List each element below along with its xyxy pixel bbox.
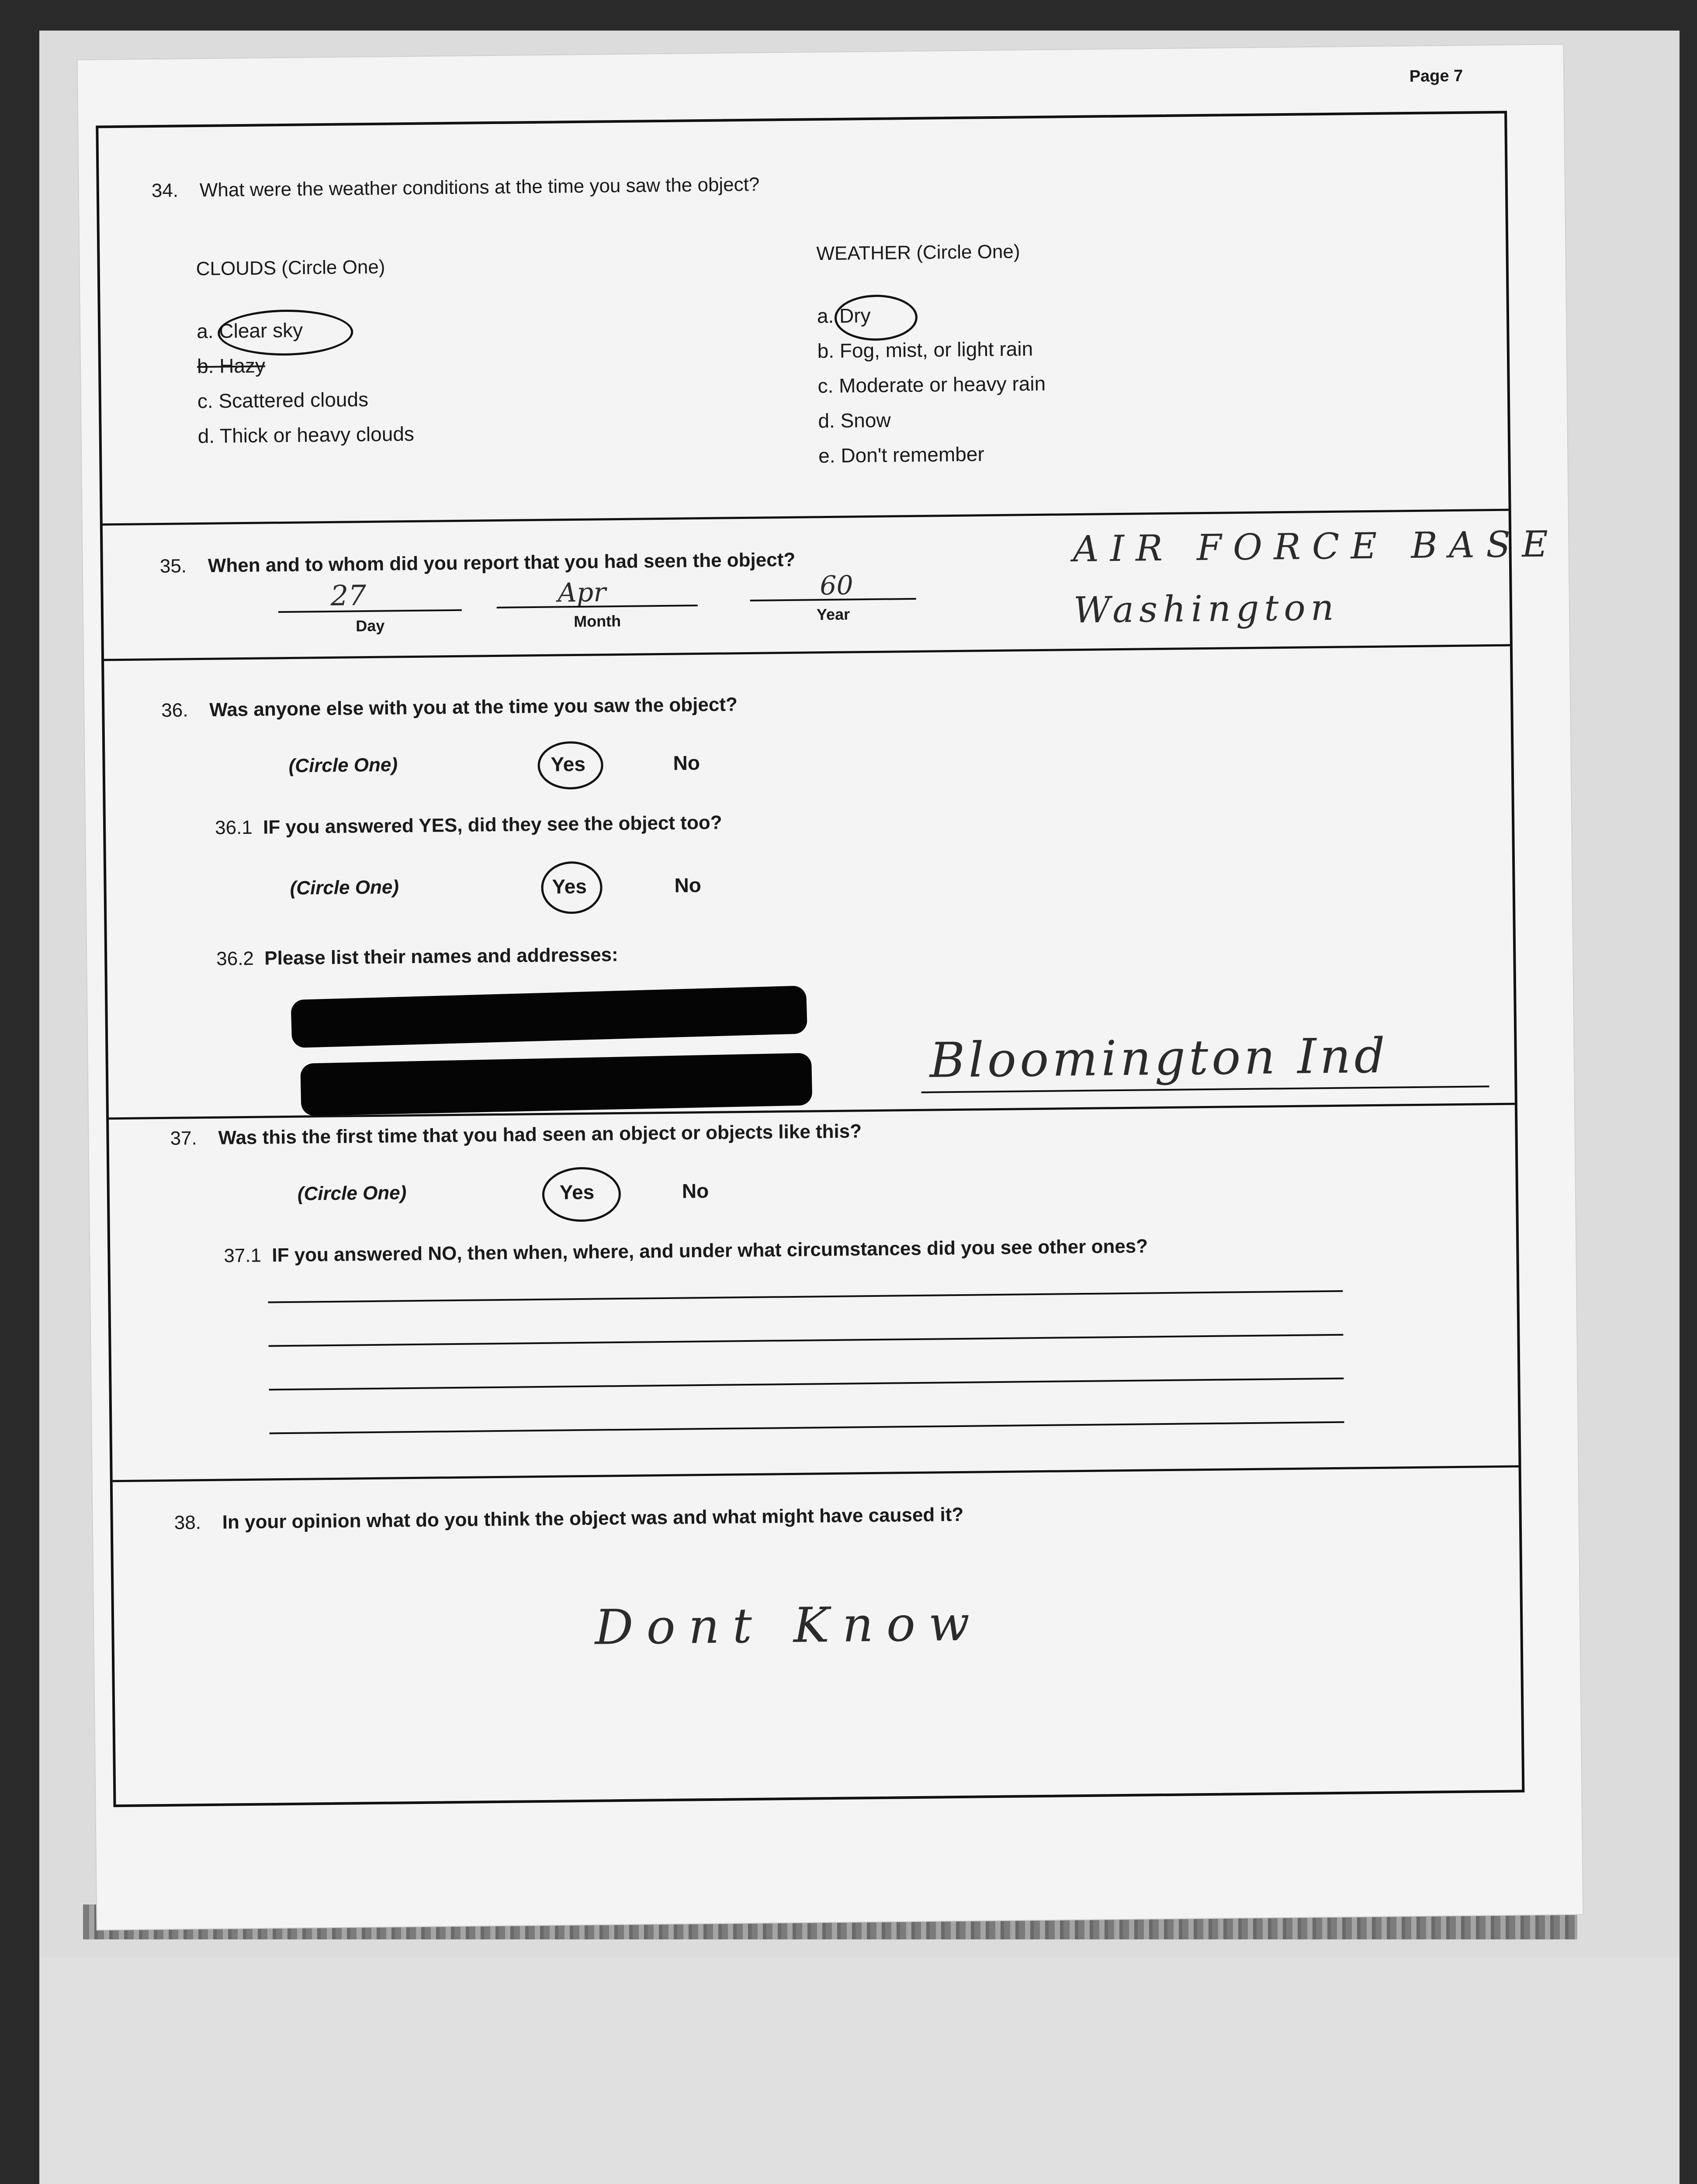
question-text: In your opinion what do you think the object was and what might have caused it? — [222, 1503, 964, 1533]
form-page — [78, 45, 1583, 1929]
scan-border-right — [1680, 0, 1697, 2184]
answer-circle — [537, 741, 603, 790]
weather-option-d: d. Snow — [818, 408, 891, 432]
question-36-2 — [216, 944, 618, 970]
weather-option-e: e. Don't remember — [818, 442, 984, 467]
redaction-bar — [291, 985, 807, 1048]
report-month-value: Apr — [558, 577, 606, 608]
option-yes: Yes — [552, 874, 587, 898]
answer-line — [270, 1421, 1344, 1434]
question-number: 36. — [161, 699, 188, 721]
answer-line — [268, 1290, 1343, 1303]
report-year-value: 60 — [820, 570, 854, 601]
question-text: Was anyone else with you at the time you saw the object? — [209, 694, 738, 721]
month-caption: Month — [573, 612, 621, 631]
question-text: Please list their names and addresses: — [264, 944, 618, 969]
weather-option-b: b. Fog, mist, or light rain — [817, 337, 1033, 363]
year-caption: Year — [816, 605, 850, 624]
redaction-bar — [300, 1053, 812, 1116]
question-number: 36.1 — [215, 816, 253, 839]
question-37-section — [109, 1105, 1519, 1482]
clouds-option-a: a. Clear sky — [196, 318, 303, 343]
question-number: 38. — [174, 1512, 201, 1534]
question-34 — [152, 174, 760, 202]
answer-circle — [541, 861, 603, 914]
option-no: No — [674, 874, 702, 897]
question-text: IF you answered YES, did they see the object too? — [263, 812, 722, 838]
clouds-option-b: b. Hazy — [197, 354, 266, 378]
report-day-value: 27 — [330, 580, 367, 612]
question-text: IF you answered NO, then when, where, and under what circumstances did you see other ones? — [272, 1235, 1148, 1266]
clouds-heading: CLOUDS (Circle One) — [196, 256, 385, 280]
option-yes: Yes — [551, 752, 586, 776]
option-no: No — [682, 1179, 709, 1203]
answer-circle — [218, 309, 353, 356]
day-line — [278, 609, 462, 613]
question-38 — [174, 1504, 964, 1534]
circle-one-instruction: (Circle One) — [290, 876, 399, 899]
question-text: What were the weather conditions at the time you saw the object? — [199, 173, 760, 201]
question-text: When and to whom did you report that you had seen the object? — [208, 549, 796, 577]
backing-sheet — [39, 1957, 1680, 2184]
option-no: No — [673, 751, 700, 774]
reported-to-line-2: Washington — [1073, 587, 1340, 632]
scan-border-top — [0, 0, 1697, 31]
question-35 — [160, 549, 796, 577]
opinion-answer: Dont Know — [594, 1595, 983, 1655]
answer-line — [269, 1378, 1344, 1391]
question-37 — [170, 1120, 862, 1150]
circle-one-instruction: (Circle One) — [297, 1182, 407, 1205]
answer-circle — [834, 294, 918, 341]
day-caption: Day — [356, 616, 385, 635]
page-number: Page 7 — [1409, 66, 1463, 86]
scan-border-left — [0, 0, 39, 2184]
clouds-option-c: c. Scattered clouds — [197, 387, 369, 413]
question-number: 35. — [159, 555, 187, 577]
weather-heading: WEATHER (Circle One) — [816, 241, 1020, 265]
question-37-1 — [224, 1235, 1148, 1267]
option-yes: Yes — [559, 1180, 595, 1204]
question-36-section — [104, 646, 1515, 1120]
question-number: 37.1 — [224, 1244, 262, 1267]
question-35-section — [103, 511, 1560, 661]
question-number: 36.2 — [216, 947, 254, 970]
question-number: 34. — [151, 180, 179, 202]
question-38-section — [113, 1468, 1522, 1806]
witness-address: Bloomington Ind — [929, 1027, 1389, 1089]
clouds-option-d: d. Thick or heavy clouds — [197, 422, 415, 448]
answer-line — [269, 1334, 1344, 1347]
question-36 — [161, 694, 738, 722]
question-number: 37. — [170, 1127, 197, 1149]
reported-to-line-1: AIR FORCE BASE — [1073, 523, 1560, 570]
weather-option-a: a. Dry — [817, 304, 871, 328]
question-34-section — [98, 114, 1508, 526]
circle-one-instruction: (Circle One) — [288, 754, 398, 777]
question-36-1 — [215, 812, 722, 839]
question-text: Was this the first time that you had seen an object or objects like this? — [218, 1120, 862, 1149]
answer-circle — [542, 1167, 621, 1222]
questionnaire-box — [96, 111, 1560, 1807]
weather-option-c: c. Moderate or heavy rain — [817, 372, 1046, 397]
